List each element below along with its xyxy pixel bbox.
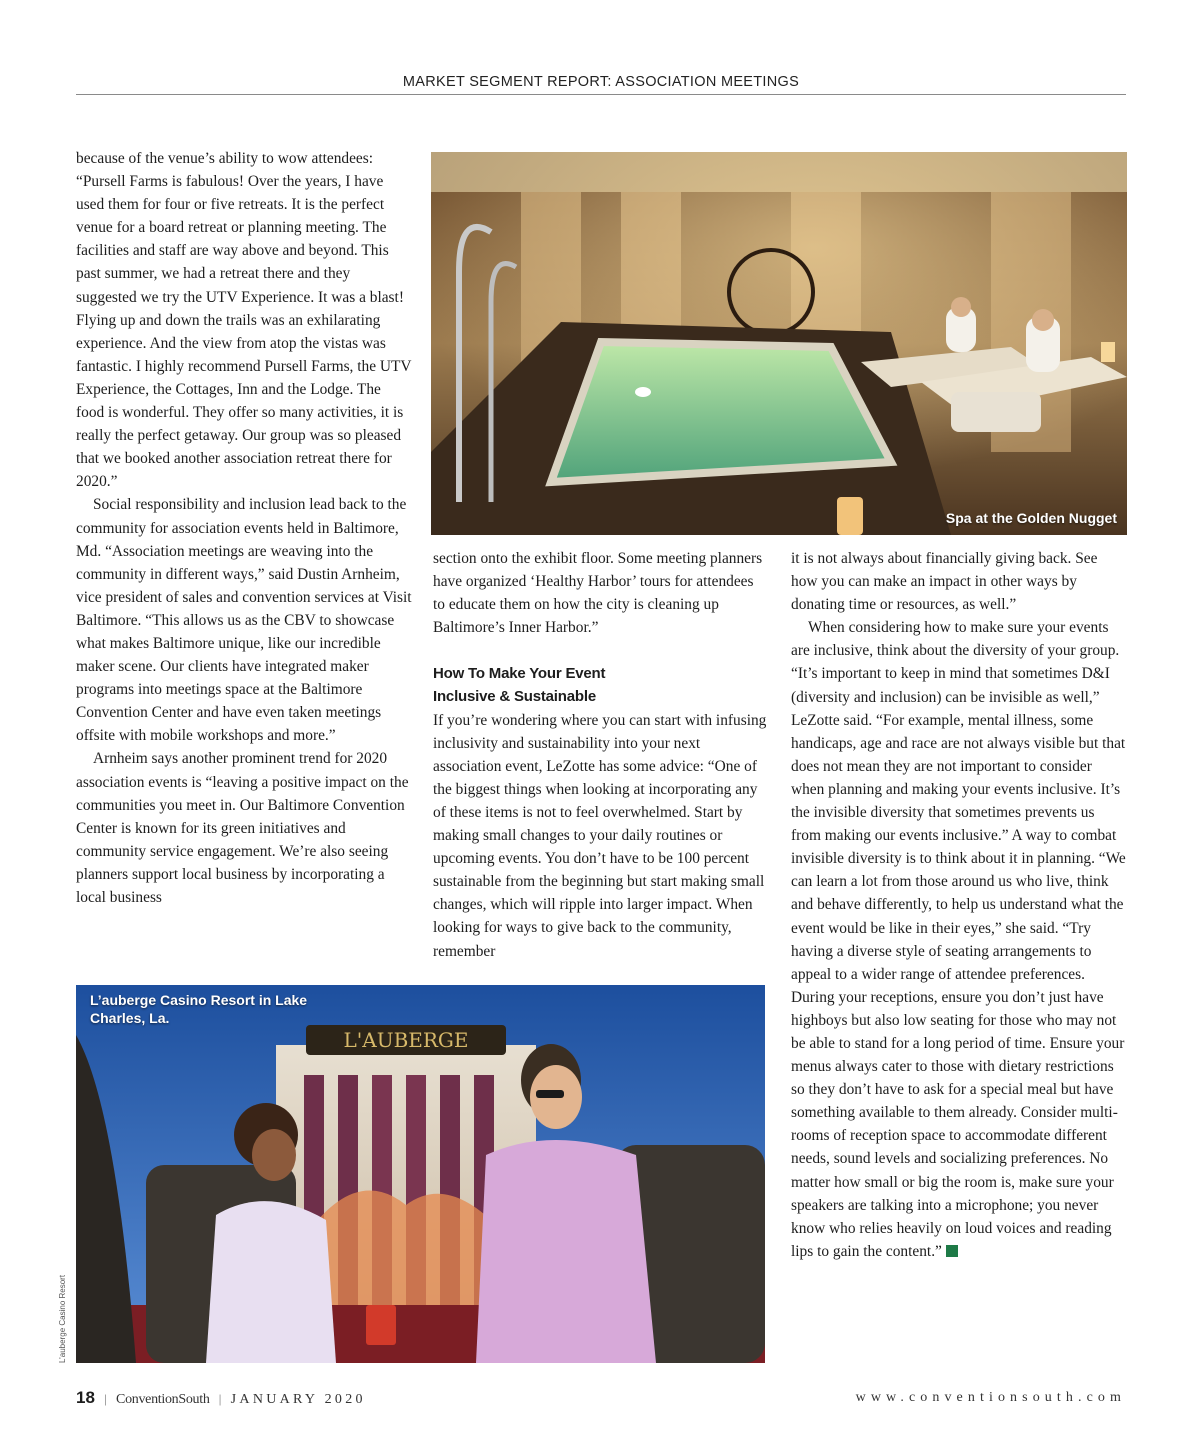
footer-separator-2: |: [218, 1391, 222, 1406]
footer-left: [76, 1388, 366, 1408]
column-3: [791, 547, 1127, 1263]
spa-illustration: [431, 152, 1127, 535]
section-heading-line-2: Inclusive & Sustainable: [433, 688, 596, 706]
column-2: [433, 547, 769, 963]
spa-caption: Spa at the Golden Nugget: [945, 510, 1117, 526]
column-1: [76, 147, 412, 909]
hotel-sign-text: L'AUBERGE: [343, 1028, 469, 1052]
col3-paragraph-2-text: When considering how to make sure your events are inclusive, think about the diversity of your group. “It’s important to keep in mind that sometimes D&I (diversity and inclusion) can be invisible as well,” LeZotte said. “For example, mental illness, some handicaps, age and race are not always visible but that does not mean they are not important to consider when planning and making your events inclusive. It’s the invisible diversity that sometimes prevents us from making our events inclusive.” A way to combat invisible diversity is to think about it in planning. “We can learn a lot from those around us who live, think and behave differently, to help us understand what the event would be like in their eyes,” she said. “Try having a diverse style of seating arrangements to appeal to a wider range of attendee preferences. During your receptions, ensure you don’t just have highboys but also low seating for those who may not be able to stand for a long period of time. Ensure your menus always cater to those with dietary restrictions so they don’t have to ask for a special meal but have something available to them already. Consider multi-rooms of reception space to accommodate different needs, sound levels and socializing preferences. No matter how small or big the room is, make sure your speakers are talking into a microphone; you never know who relies heavily on loud voices and reading lips to gain the content.”: [791, 619, 1126, 1260]
col3-paragraph-1: it is not always about financially giving back. See how you can make an impact in other ways by donating time or resources, as well.”: [791, 550, 1098, 614]
page-number: 18: [76, 1388, 95, 1407]
lauberge-photo: [76, 985, 765, 1363]
col2-paragraph-2: If you’re wondering where you can start with infusing inclusivity and sustainability into your next association event, LeZotte has some advice: “One of the biggest things when looking at incorporating any of these items is not to feel overwhelmed. Start by making small changes to your daily routines or upcoming events. You don’t have to be 100 percent sustainable from the beginning but start making small changes, which will ripple into larger impact. When looking for ways to give back to the community, remember: [433, 711, 767, 960]
footer-separator-1: |: [104, 1391, 107, 1406]
col1-paragraph-3: Arnheim says another prominent trend for 2020 association events is “leaving a positive impact on the communities you meet in. Our Baltimore Convention Center is known for its green initiatives and community service engagement. We’re also seeing planners support local business by incorporating a local business: [76, 750, 409, 906]
section-heading-line-1: How To Make Your Event: [433, 665, 606, 683]
col2-paragraph-1: section onto the exhibit floor. Some meeting planners have organized ‘Healthy Harbor’ tours for attendees to educate them on how the city is cleaning up Baltimore’s Inner Harbor.”: [433, 550, 763, 637]
col1-paragraph-1: because of the venue’s ability to wow attendees: “Pursell Farms is fabulous! Over the years, I have used them for four or five retreats. It is the perfect venue for a board retreat or planning meeting. The facilities and staff are way above and beyond. This past summer, we had a retreat there and they suggested we try the UTV Experience. It was a blast! Flying up and down the trails was an exhilarating experience. And the view from atop the vistas was fantastic. I highly recommend Pursell Farms, the UTV Experience, the Cottages, Inn and the Lodge. The food is wonderful. They offer so many activities, it is really the perfect getaway. Our group was so pleased that we booked another association retreat there for 2020.”: [76, 150, 412, 491]
issue-date: JANUARY 2020: [230, 1392, 366, 1407]
lauberge-caption: L’auberge Casino Resort in Lake Charles, La.: [90, 992, 308, 1026]
col3-paragraph-2: [791, 616, 1127, 1263]
col1-paragraph-2: Social responsibility and inclusion lead back to the community for association events held in Baltimore, Md. “Association meetings are weaving into the community in different ways,” said Dustin Arnheim, vice president of sales and convention services at Visit Baltimore. “This allows us as the CBV to showcase what makes Baltimore unique, like our incredible maker scene. Our clients have integrated maker programs into meetings space at the Baltimore Convention Center and have even taken meetings offsite with mobile workshops and more.”: [76, 496, 412, 745]
magazine-name: ConventionSouth: [116, 1392, 210, 1407]
website-url: www.conventionsouth.com: [855, 1390, 1126, 1405]
running-header: MARKET SEGMENT REPORT: ASSOCIATION MEETINGS: [402, 74, 800, 90]
spa-photo: [431, 152, 1127, 535]
header-rule: [76, 94, 1126, 95]
photo-credit: L’auberge Casino Resort: [58, 1274, 67, 1363]
end-mark-icon: [946, 1245, 958, 1257]
lauberge-illustration: [76, 985, 765, 1363]
